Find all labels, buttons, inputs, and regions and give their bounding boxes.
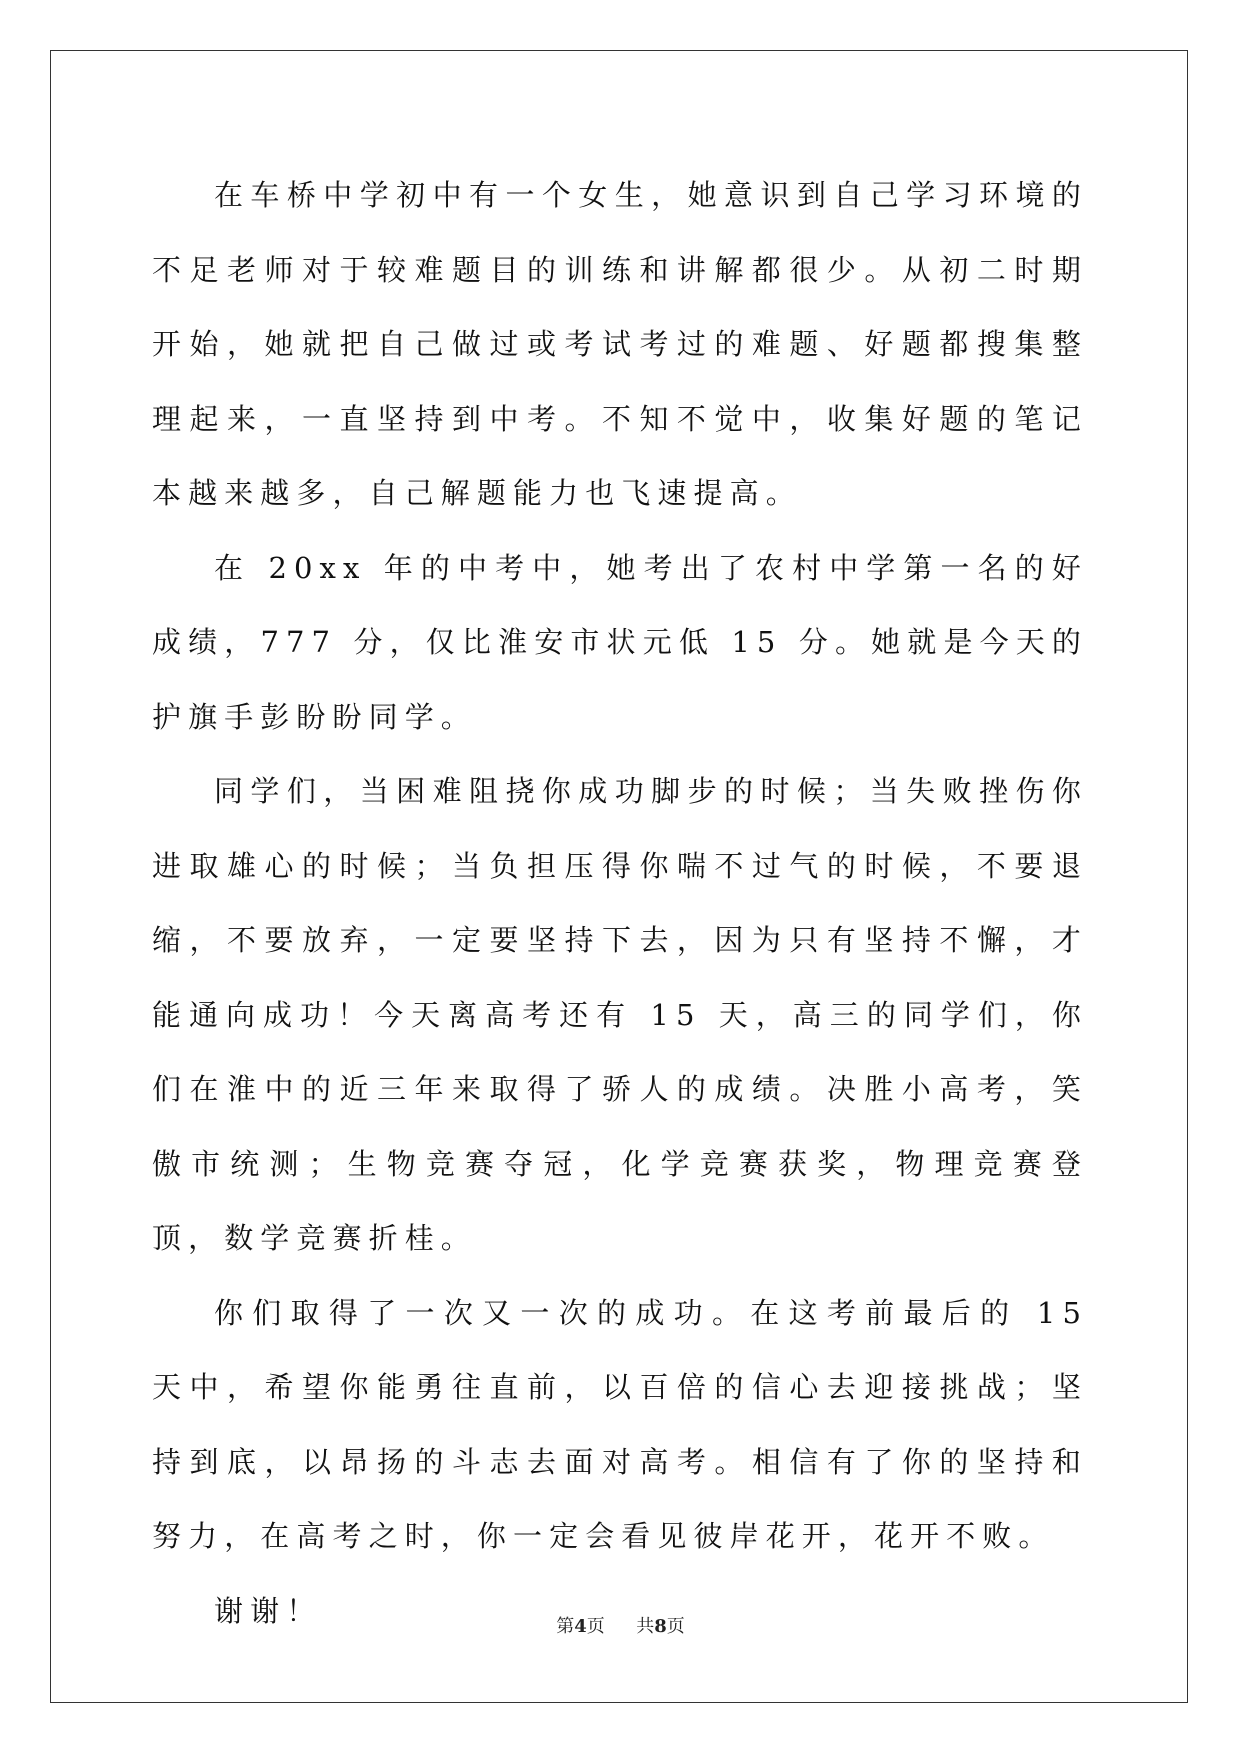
paragraph-4: 你们取得了一次又一次的成功。在这考前最后的 15 天中，希望你能勇往直前，以百倍的信心去迎接挑战；坚持到底，以昂扬的斗志去面对高考。相信有了你的坚持和努力，在高考之时，你一定会看见彼岸花开，花开不败。 — [152, 1295, 1088, 1553]
total-suffix: 页 — [666, 1616, 685, 1637]
current-page-number: 4 — [574, 1616, 587, 1637]
page-suffix: 页 — [586, 1616, 605, 1637]
document-body — [152, 158, 1088, 1648]
page-footer — [0, 1612, 1241, 1638]
paragraph-3: 同学们，当困难阻挠你成功脚步的时候；当失败挫伤你进取雄心的时候；当负担压得你喘不过气的时候，不要退缩，不要放弃，一定要坚持下去，因为只有坚持不懈，才能通向成功！今天离高考还有 15 天，高三的同学们，你们在淮中的近三年来取得了骄人的成绩。决胜小高考，笑傲市统测；生物竞赛夺冠，化学竞赛获奖，物理竞赛登顶，数学竞赛折桂。 — [152, 774, 1088, 1255]
page-number-label — [556, 1616, 610, 1637]
paragraph-2: 在 20xx 年的中考中，她考出了农村中学第一名的好成绩，777 分，仅比淮安市状元低 15 分。她就是今天的护旗手彭盼盼同学。 — [152, 550, 1088, 734]
page-prefix: 第 — [556, 1616, 575, 1637]
total-page-number: 8 — [654, 1616, 667, 1637]
total-pages-label — [636, 1616, 685, 1637]
paragraph-1: 在车桥中学初中有一个女生，她意识到自己学习环境的不足老师对于较难题目的训练和讲解都很少。从初二时期开始，她就把自己做过或考试考过的难题、好题都搜集整理起来，一直坚持到中考。不知不觉中，收集好题的笔记本越来越多，自己解题能力也飞速提高。 — [152, 178, 1088, 510]
total-prefix: 共 — [636, 1616, 655, 1637]
paragraph-5: 谢谢！ — [214, 1593, 323, 1628]
